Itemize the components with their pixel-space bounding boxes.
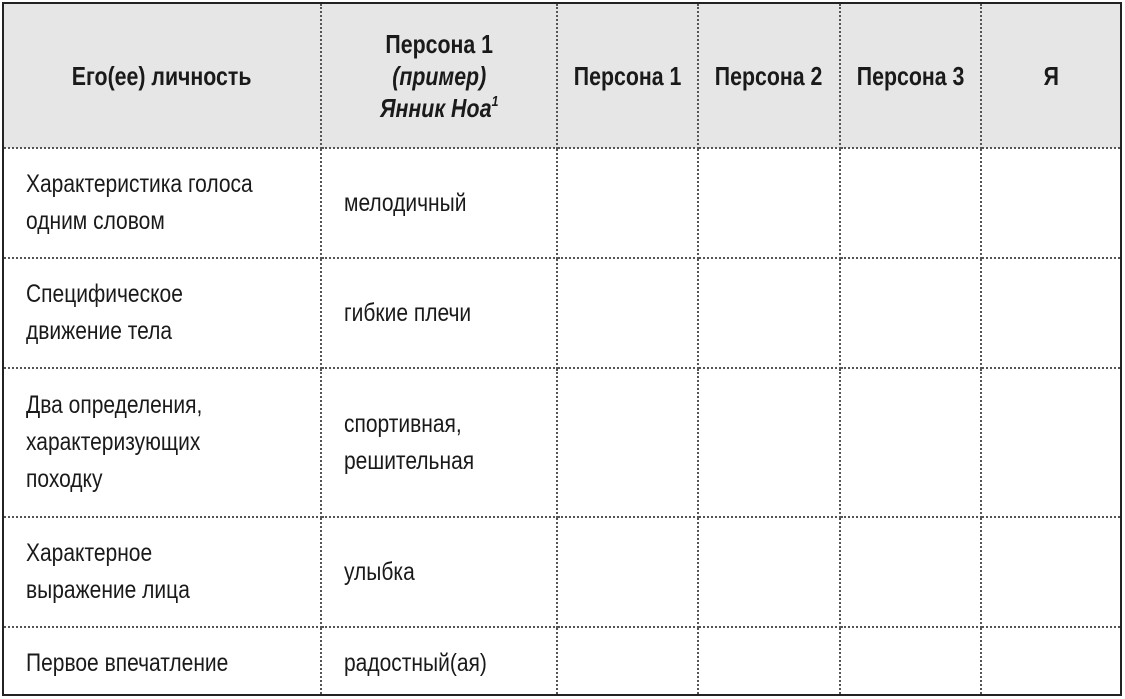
empty-cell-me[interactable] <box>981 148 1120 258</box>
header-example-name: Янник Ноа <box>379 92 492 123</box>
row-label-line: Два определения, <box>26 391 203 419</box>
empty-cell-me[interactable] <box>981 627 1120 696</box>
header-example-persona <box>321 4 557 148</box>
row-label-line: движение тела <box>26 317 173 345</box>
header-persona-2-label: Персона 2 <box>715 60 823 91</box>
example-value <box>344 185 466 222</box>
empty-cell-persona-1[interactable] <box>557 148 698 258</box>
example-value <box>344 645 487 682</box>
header-example-note: (пример) <box>392 60 486 91</box>
empty-cell-me[interactable] <box>981 258 1120 368</box>
empty-cell-persona-3[interactable] <box>840 517 981 627</box>
table-row <box>4 517 1120 627</box>
header-example-stack <box>380 28 498 124</box>
row-label <box>26 387 202 498</box>
example-value <box>344 554 415 591</box>
example-value-line: улыбка <box>344 557 415 586</box>
persona-table <box>4 4 1120 696</box>
empty-cell-persona-1[interactable] <box>557 627 698 696</box>
example-value-line: спортивная, <box>344 409 462 438</box>
empty-cell-persona-2[interactable] <box>698 148 840 258</box>
row-label-line: Специфическое <box>26 280 183 308</box>
header-example-name-line <box>380 92 498 124</box>
header-persona-1-label: Персона 1 <box>573 60 682 91</box>
header-example-title: Персона 1 <box>385 28 493 59</box>
row-label-cell <box>4 368 321 517</box>
footnote-marker: 1 <box>491 92 499 110</box>
example-value-line: гибкие плечи <box>344 298 472 327</box>
example-value <box>344 406 474 480</box>
row-label-cell <box>4 258 321 368</box>
row-label-line: выражение лица <box>26 576 190 604</box>
empty-cell-persona-2[interactable] <box>698 258 840 368</box>
header-personality <box>4 4 321 148</box>
empty-cell-me[interactable] <box>981 517 1120 627</box>
example-value-line: радостный(ая) <box>344 648 487 677</box>
empty-cell-persona-2[interactable] <box>698 627 840 696</box>
header-persona-3 <box>840 4 981 148</box>
empty-cell-persona-1[interactable] <box>557 517 698 627</box>
header-me-label: Я <box>1043 60 1059 91</box>
row-label-line: Характерное <box>26 539 153 567</box>
row-label-cell <box>4 148 321 258</box>
table-row <box>4 368 1120 517</box>
row-label <box>26 276 183 350</box>
persona-table-frame <box>2 2 1122 696</box>
example-cell <box>321 517 557 627</box>
empty-cell-persona-3[interactable] <box>840 258 981 368</box>
empty-cell-persona-1[interactable] <box>557 368 698 517</box>
example-cell <box>321 148 557 258</box>
header-persona-1 <box>557 4 698 148</box>
header-row <box>4 4 1120 148</box>
empty-cell-persona-2[interactable] <box>698 517 840 627</box>
header-persona-2 <box>698 4 840 148</box>
row-label <box>26 645 228 682</box>
example-cell <box>321 368 557 517</box>
header-personality-label: Его(ее) личность <box>72 60 252 91</box>
empty-cell-persona-3[interactable] <box>840 368 981 517</box>
example-cell <box>321 627 557 696</box>
empty-cell-persona-3[interactable] <box>840 627 981 696</box>
header-me <box>981 4 1120 148</box>
row-label <box>26 166 253 240</box>
example-cell <box>321 258 557 368</box>
row-label-line: походку <box>26 465 103 493</box>
example-value-line: решительная <box>344 446 475 475</box>
row-label-cell <box>4 627 321 696</box>
example-value <box>344 295 471 332</box>
empty-cell-me[interactable] <box>981 368 1120 517</box>
empty-cell-persona-2[interactable] <box>698 368 840 517</box>
row-label <box>26 535 190 609</box>
header-persona-3-label: Персона 3 <box>856 60 965 91</box>
table-row <box>4 627 1120 696</box>
empty-cell-persona-3[interactable] <box>840 148 981 258</box>
example-value-line: мелодичный <box>344 188 467 217</box>
table-row <box>4 258 1120 368</box>
row-label-line: характеризующих <box>26 428 201 456</box>
empty-cell-persona-1[interactable] <box>557 258 698 368</box>
row-label-line: Первое впечатление <box>26 648 229 677</box>
row-label-cell <box>4 517 321 627</box>
row-label-line: Характеристика голоса <box>26 170 253 198</box>
row-label-line: одним словом <box>26 207 165 235</box>
table-row <box>4 148 1120 258</box>
